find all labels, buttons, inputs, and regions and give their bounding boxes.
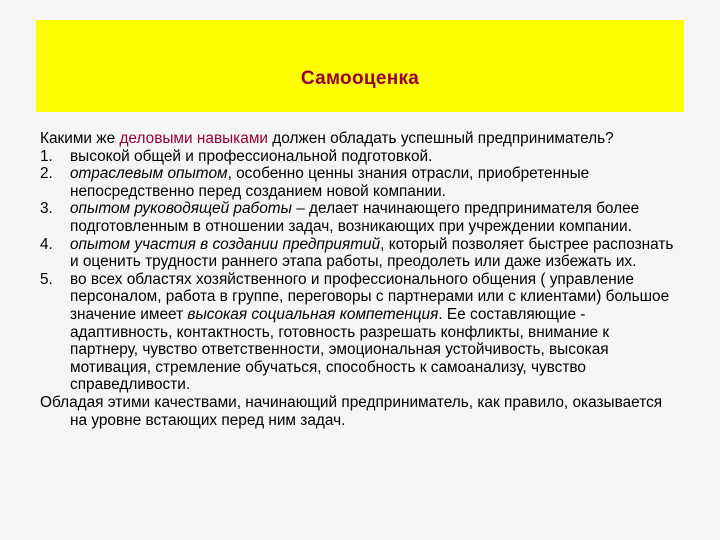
- list-item-text: . Ее составляющие - адаптивность, контактность, готовность разрешать конфликты, внимание к партнеру, чувство ответственности, эмоциональная устойчивость, высокая мотивация, стремление обучаться, способность к самоанализу, чувство справедливости.: [70, 305, 610, 394]
- list-item: [40, 200, 680, 235]
- title-bar: [36, 20, 684, 112]
- list-item-number: 4.: [40, 235, 53, 253]
- closing-paragraph: Обладая этими качествами, начинающий предприниматель, как правило, оказывается на уровне встающих перед ним задач.: [40, 393, 663, 429]
- slide-title: Самооценка: [300, 68, 420, 89]
- list-item-text: делает начинающего предпринимателя более подготовленным в отношении задач, возникающих при учреждении компании.: [70, 200, 640, 235]
- intro-highlight: деловыми навыками: [119, 130, 268, 147]
- skills-list: [40, 148, 680, 394]
- list-item-emphasis: отраслевым опытом: [70, 165, 228, 183]
- list-item-text: , который позволяет быстрее распознать и оценить трудности раннего этапа работы, преодолеть или даже избежать их.: [70, 235, 674, 271]
- list-item-text: , особенно ценны знания отрасли, приобретенные непосредственно перед созданием новой компании.: [70, 165, 590, 200]
- list-item-emphasis: опытом руководящей работы –: [70, 200, 305, 218]
- intro-after: должен обладать успешный предприниматель?: [268, 130, 614, 147]
- list-item-number: 3.: [40, 200, 53, 218]
- list-item: [40, 271, 680, 394]
- list-item-text: высокой общей и профессиональной подготовкой.: [70, 147, 433, 165]
- list-item-emphasis: опытом участия в создании предприятий: [70, 235, 381, 253]
- list-item: [40, 236, 680, 271]
- slide-content: [40, 130, 680, 429]
- list-item-emphasis: высокая социальная компетенция: [187, 305, 439, 323]
- intro-before: Какими же: [40, 130, 120, 147]
- list-item-text: во всех областях хозяйственного и профессионального общения ( управление персоналом, работа в группе, переговоры с партнерами или с клиентами) большое значение имеет: [70, 270, 670, 323]
- list-item-number: 5.: [40, 270, 53, 288]
- list-item: [40, 165, 680, 200]
- intro-question: [40, 130, 680, 148]
- list-item-number: 2.: [40, 165, 53, 183]
- list-item: [40, 148, 680, 166]
- list-item-number: 1.: [40, 147, 53, 165]
